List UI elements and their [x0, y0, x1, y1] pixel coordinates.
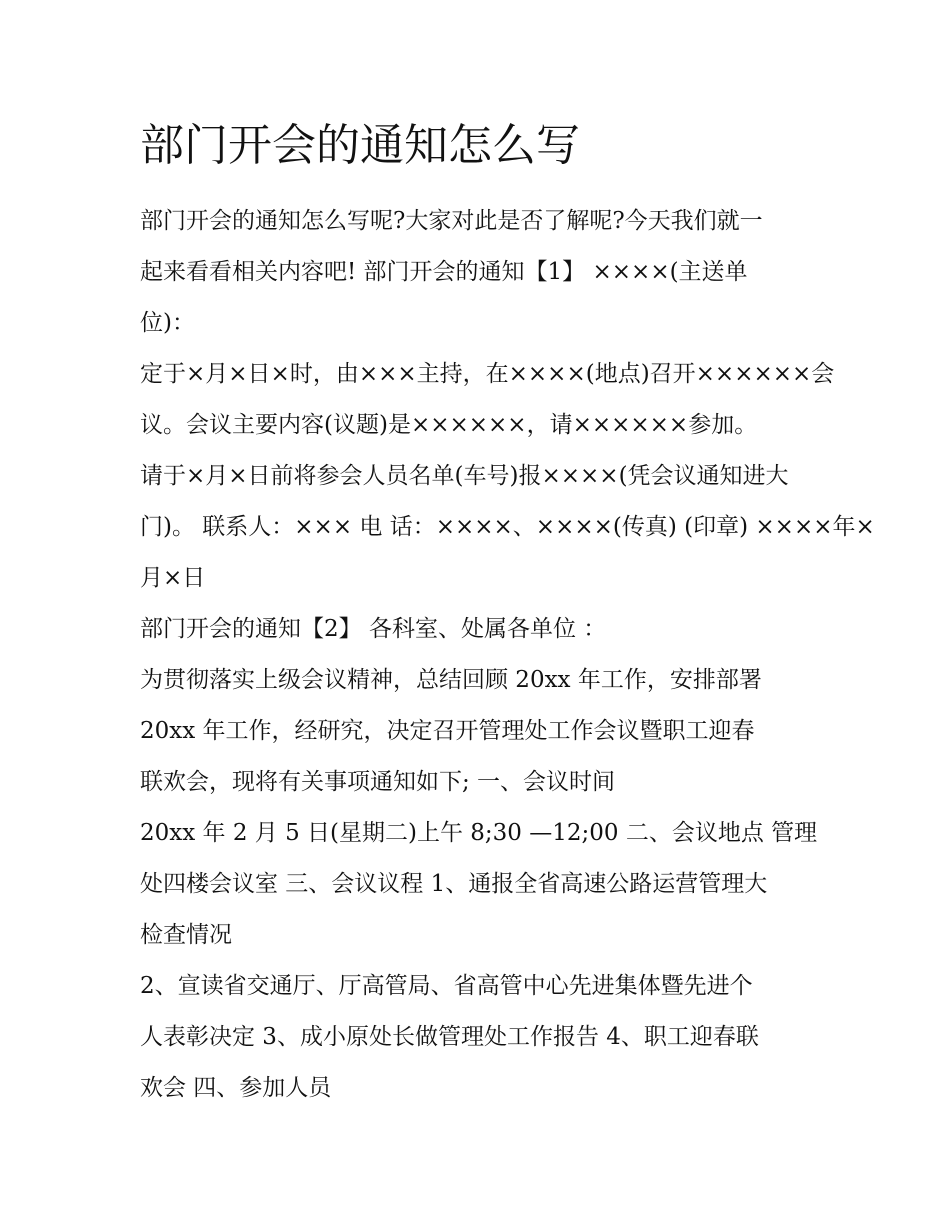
body-line: 门)。 联系人：××× 电 话：××××、××××(传真) (印章) ××××年× [140, 514, 875, 540]
body-line: 20xx 年工作，经研究，决定召开管理处工作会议暨职工迎春 [140, 718, 755, 744]
body-line: 部门开会的通知【2】 各科室、处属各单位 ： [140, 616, 607, 642]
body-line: 月×日 [140, 565, 206, 591]
body-line: 人表彰决定 3、成小原处长做管理处工作报告 4、职工迎春联 [140, 1024, 759, 1050]
body-line: 议。会议主要内容(议题)是××××××，请××××××参加。 [140, 412, 758, 438]
body-line: 处四楼会议室 三、会议议程 1、通报全省高速公路运营管理大 [140, 871, 768, 897]
body-line: 定于×月×日×时，由×××主持，在××××(地点)召开××××××会 [140, 361, 835, 387]
body-line: 欢会 四、参加人员 [140, 1075, 332, 1101]
body-line: 检查情况 [140, 922, 232, 948]
body-line: 20xx 年 2 月 5 日(星期二)上午 8;30 —12;00 二、会议地点 管理 [140, 820, 818, 846]
body-line: 部门开会的通知怎么写呢?大家对此是否了解呢?今天我们就一 [140, 208, 763, 234]
body-line: 为贯彻落实上级会议精神，总结回顾 20xx 年工作，安排部署 [140, 667, 762, 693]
body-line: 起来看看相关内容吧! 部门开会的通知【1】 ××××(主送单 [140, 259, 748, 285]
document-title: 部门开会的通知怎么写 [140, 120, 580, 171]
body-line: 联欢会，现将有关事项通知如下; 一、会议时间 [140, 769, 616, 795]
body-line: 位)： [140, 310, 195, 336]
body-line: 请于×月×日前将参会人员名单(车号)报××××(凭会议通知进大 [140, 463, 789, 489]
document-body [140, 196, 875, 1114]
body-line: 2、宣读省交通厅、厅高管局、省高管中心先进集体暨先进个 [140, 973, 753, 999]
